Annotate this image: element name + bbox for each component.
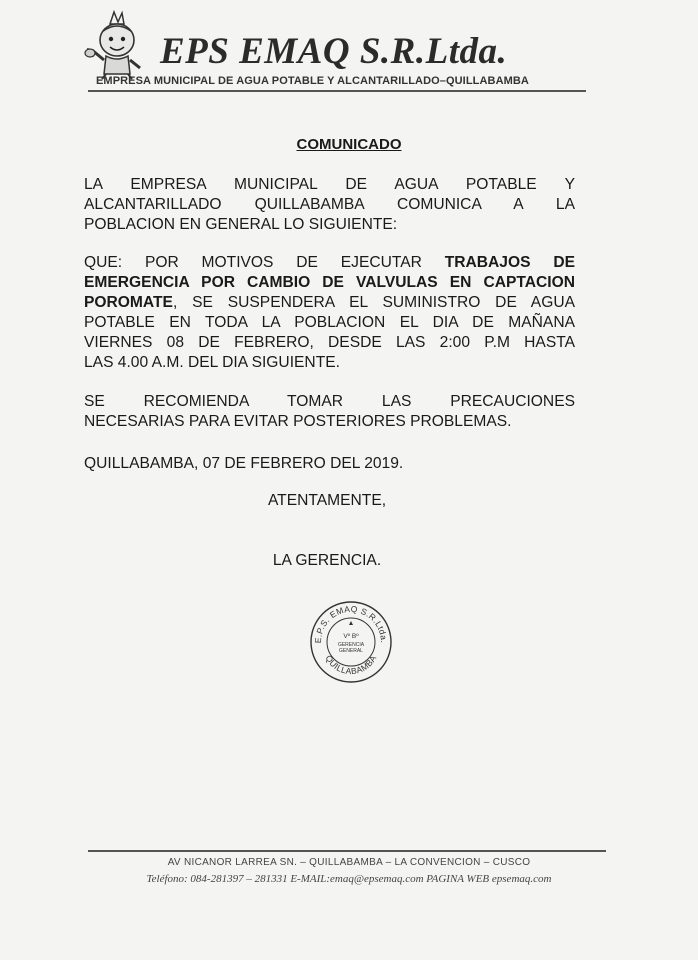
seal-bottom-text: QUILLABAMBA xyxy=(323,653,379,677)
footer-divider xyxy=(88,850,606,852)
paragraph-line: NECESARIAS PARA EVITAR POSTERIORES PROBLEMAS. xyxy=(84,413,512,430)
notice-bold-text: EMERGENCIA POR CAMBIO DE VALVULAS EN CAPTACION xyxy=(84,274,575,291)
notice-paragraph xyxy=(84,253,575,373)
recommendation-paragraph xyxy=(84,392,575,432)
date-line xyxy=(84,454,575,474)
notice-bold-text: TRABAJOS DE xyxy=(444,254,575,271)
paragraph-line: VIERNES 08 DE FEBRERO, DESDE LAS 2:00 P.M HASTA xyxy=(84,334,575,351)
svg-text:QUILLABAMBA xyxy=(323,653,378,676)
paragraph-line: POTABLE EN TODA LA POBLACION EL DIA DE MAÑANA xyxy=(84,314,575,331)
seal-center-text: GERENCIA xyxy=(337,642,365,648)
paragraph-line: LA EMPRESA MUNICIPAL DE AGUA POTABLE Y xyxy=(84,176,575,193)
notice-text: , SE SUSPENDERA EL SUMINISTRO DE AGUA xyxy=(172,294,575,311)
document-title: COMUNICADO xyxy=(296,136,402,153)
company-name: EPS EMAQ S.R.Ltda. xyxy=(160,31,508,72)
seal-vb-text: Vº Bº xyxy=(343,633,359,640)
footer-contact: Teléfono: 084-281397 – 281331 E-MAIL:emaq@epsemaq.com PAGINA WEB epsemaq.com xyxy=(146,873,552,885)
closing-text: ATENTAMENTE, xyxy=(267,492,387,509)
official-seal-icon xyxy=(309,600,393,684)
footer-address: AV NICANOR LARREA SN. – QUILLABAMBA – LA CONVENCION – CUSCO xyxy=(167,857,531,868)
signature-text: LA GERENCIA. xyxy=(272,552,382,569)
paragraph-line: SE RECOMIENDA TOMAR LAS PRECAUCIONES xyxy=(84,393,575,410)
paragraph-line: ALCANTARILLADO QUILLABAMBA COMUNICA A LA xyxy=(84,196,575,213)
header-divider xyxy=(88,90,586,92)
seal-center-text: GENERAL xyxy=(339,648,363,654)
paragraph-line xyxy=(84,253,575,273)
intro-paragraph xyxy=(84,175,575,235)
notice-bold-text: POROMATE xyxy=(84,294,173,311)
paragraph-line: POBLACION EN GENERAL LO SIGUIENTE: xyxy=(84,216,398,233)
mascot-logo-icon xyxy=(80,10,152,80)
notice-text: QUE: POR MOTIVOS DE EJECUTAR xyxy=(84,254,445,271)
paragraph-line xyxy=(84,293,575,313)
date-text: QUILLABAMBA, 07 DE FEBRERO DEL 2019. xyxy=(84,455,404,472)
paragraph-line: LAS 4.00 A.M. DEL DIA SIGUIENTE. xyxy=(84,354,340,371)
company-subtitle: EMPRESA MUNICIPAL DE AGUA POTABLE Y ALCANTARILLADO–QUILLABAMBA xyxy=(96,75,529,87)
seal-top-text: E.P.S. EMAQ S.R.Ltda. xyxy=(312,603,390,644)
